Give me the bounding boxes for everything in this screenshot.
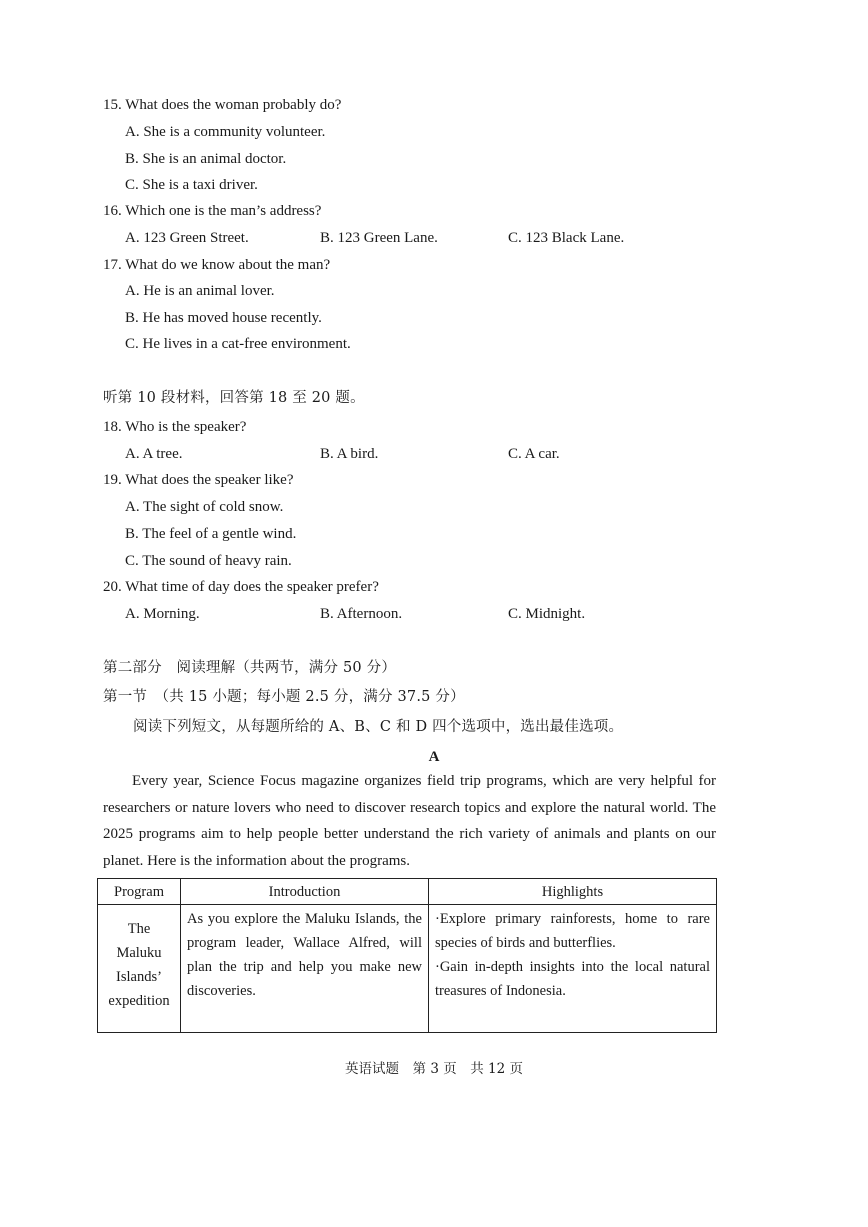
table-header-program: Program (98, 879, 181, 905)
question-17-option-c: C. He lives in a cat-free environment. (125, 336, 351, 352)
question-19-option-c: C. The sound of heavy rain. (125, 553, 292, 569)
listening-section-instruction: 听第 10 段材料，回答第 18 至 20 题。 (103, 390, 365, 406)
question-16-option-c: C. 123 Black Lane. (508, 230, 625, 246)
question-17-option-a: A. He is an animal lover. (125, 283, 275, 299)
question-18-option-b: B. A bird. (320, 446, 379, 462)
question-16-stem: 16. Which one is the man’s address? (103, 203, 322, 219)
question-18-option-c: C. A car. (508, 446, 560, 462)
program-cell (98, 905, 181, 1033)
highlight-item: ·Gain in-depth insights into the local natural treasures of Indonesia. (435, 959, 710, 999)
question-18-stem: 18. Who is the speaker? (103, 419, 247, 435)
passage-label: A (428, 749, 440, 765)
reading-instruction: 阅读下列短文，从每题所给的 A、B、C 和 D 四个选项中，选出最佳选项。 (133, 719, 624, 735)
question-19-stem: 19. What does the speaker like? (103, 472, 294, 488)
program-name-line: Islands’ (116, 969, 162, 985)
question-15-option-c: C. She is a taxi driver. (125, 177, 258, 193)
question-16-option-b: B. 123 Green Lane. (320, 230, 438, 246)
page-footer: 英语试题 第 3 页 共 12 页 (345, 1061, 523, 1077)
program-name-line: The (127, 921, 151, 937)
question-17-option-b: B. He has moved house recently. (125, 310, 322, 326)
question-15-stem: 15. What does the woman probably do? (103, 97, 342, 113)
table-row (98, 905, 717, 1033)
question-16-option-a: A. 123 Green Street. (125, 230, 249, 246)
question-19-option-a: A. The sight of cold snow. (125, 499, 284, 515)
table-header-highlights: Highlights (429, 879, 717, 905)
table-header-row (98, 879, 717, 905)
question-15-option-a: A. She is a community volunteer. (125, 124, 326, 140)
program-name-line: expedition (108, 993, 170, 1009)
highlight-item: ·Explore primary rainforests, home to rare species of birds and butterflies. (435, 911, 710, 951)
programs-table (97, 878, 717, 1033)
question-15-option-b: B. She is an animal doctor. (125, 151, 287, 167)
reading-part-title: 第二部分 阅读理解（共两节，满分 50 分） (103, 660, 397, 676)
question-20-option-a: A. Morning. (125, 606, 200, 622)
table-header-introduction: Introduction (181, 879, 429, 905)
question-20-stem: 20. What time of day does the speaker prefer? (103, 579, 379, 595)
question-17-stem: 17. What do we know about the man? (103, 257, 331, 273)
question-18-option-a: A. A tree. (125, 446, 183, 462)
passage-paragraph (103, 768, 716, 874)
question-19-option-b: B. The feel of a gentle wind. (125, 526, 297, 542)
program-name-line: Maluku (116, 945, 162, 961)
question-20-option-b: B. Afternoon. (320, 606, 403, 622)
reading-section-title: 第一节 （共 15 小题；每小题 2.5 分，满分 37.5 分） (103, 689, 465, 705)
introduction-cell: As you explore the Maluku Islands, the program leader, Wallace Alfred, will plan the trip and help you make new discoveries. (181, 905, 429, 1033)
passage-text: Every year, Science Focus magazine organizes field trip programs, which are very helpful for researchers or nature lovers who need to discover research topics and explore the natural world. The 2025 programs aim to help people better understand the rich variety of animals and plants on our planet. Here is the information about the programs. (103, 773, 716, 869)
highlights-cell (429, 905, 717, 1033)
question-20-option-c: C. Midnight. (508, 606, 586, 622)
